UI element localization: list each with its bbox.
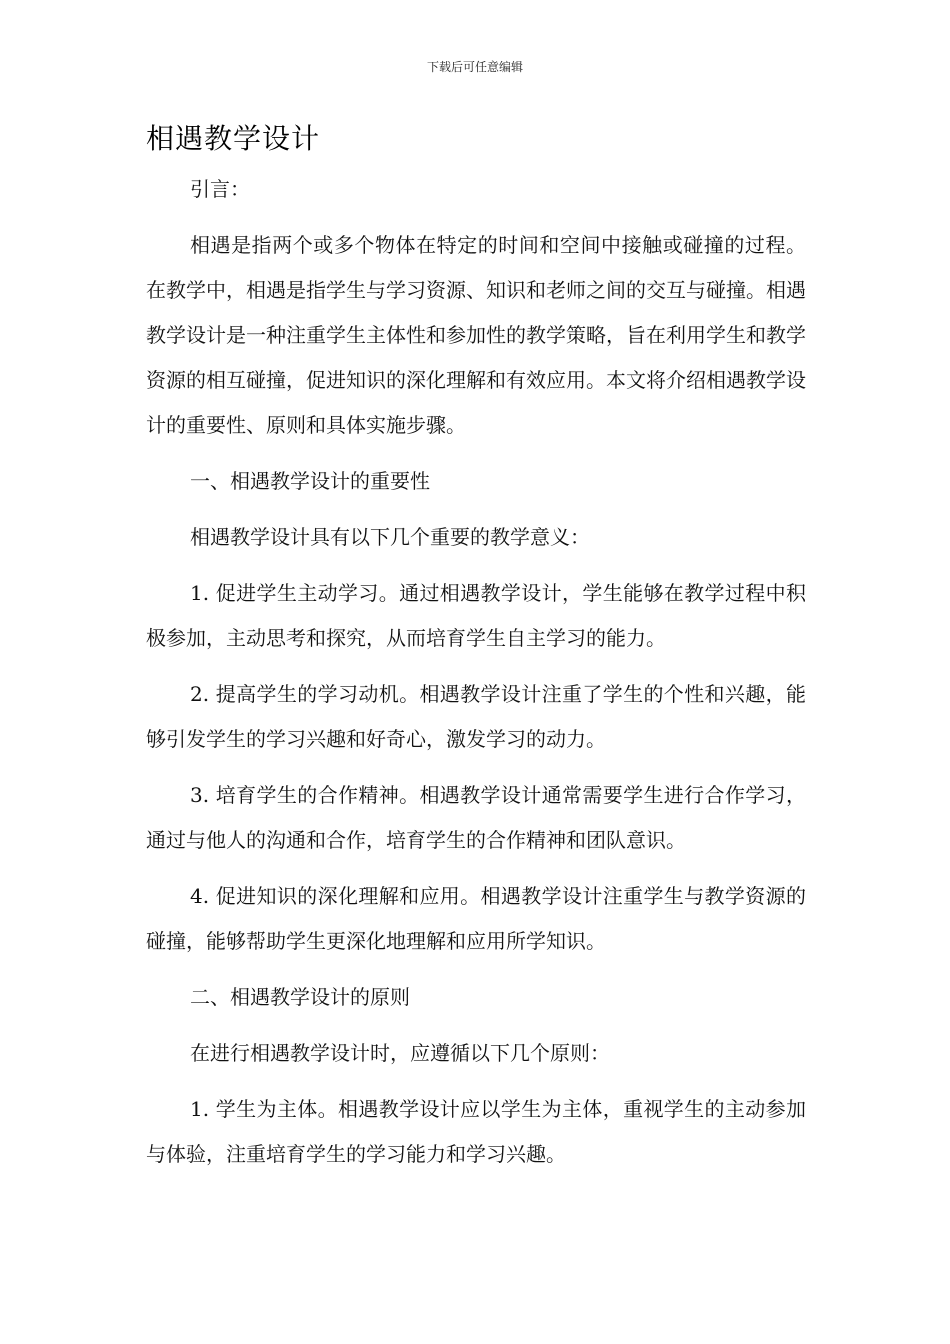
list-item-principle-1: 1. 学生为主体。相遇教学设计应以学生为主体，重视学生的主动参加与体验，注重培育学生的学习能力和学习兴趣。 (146, 1097, 806, 1166)
section-heading-importance: 一、相遇教学设计的重要性 (190, 469, 430, 493)
list-item-importance-1: 1. 促进学生主动学习。通过相遇教学设计，学生能够在教学过程中积极参加，主动思考和探究，从而培育学生自主学习的能力。 (146, 581, 806, 650)
list-item-importance-2: 2. 提高学生的学习动机。相遇教学设计注重了学生的个性和兴趣，能够引发学生的学习兴趣和好奇心，激发学习的动力。 (146, 682, 806, 751)
document-body (146, 167, 806, 1188)
paragraph-intro: 相遇是指两个或多个物体在特定的时间和空间中接触或碰撞的过程。在教学中，相遇是指学生与学习资源、知识和老师之间的交互与碰撞。相遇教学设计是一种注重学生主体性和参加性的教学策略，旨在利用学生和教学资源的相互碰撞，促进知识的深化理解和有效应用。本文将介绍相遇教学设计的重要性、原则和具体实施步骤。 (146, 233, 806, 437)
paragraph-intro-label: 引言： (190, 177, 250, 201)
list-item-importance-3: 3. 培育学生的合作精神。相遇教学设计通常需要学生进行合作学习，通过与他人的沟通和合作，培育学生的合作精神和团队意识。 (146, 783, 806, 852)
list-item-importance-4: 4. 促进知识的深化理解和应用。相遇教学设计注重学生与教学资源的碰撞，能够帮助学生更深化地理解和应用所学知识。 (146, 884, 806, 953)
paragraph-principles-lead: 在进行相遇教学设计时，应遵循以下几个原则： (190, 1041, 610, 1065)
section-heading-principles: 二、相遇教学设计的原则 (190, 985, 410, 1009)
paragraph-importance-lead: 相遇教学设计具有以下几个重要的教学意义： (190, 525, 590, 549)
document-title: 相遇教学设计 (146, 122, 321, 155)
header-note: 下载后可任意编辑 (426, 60, 523, 74)
